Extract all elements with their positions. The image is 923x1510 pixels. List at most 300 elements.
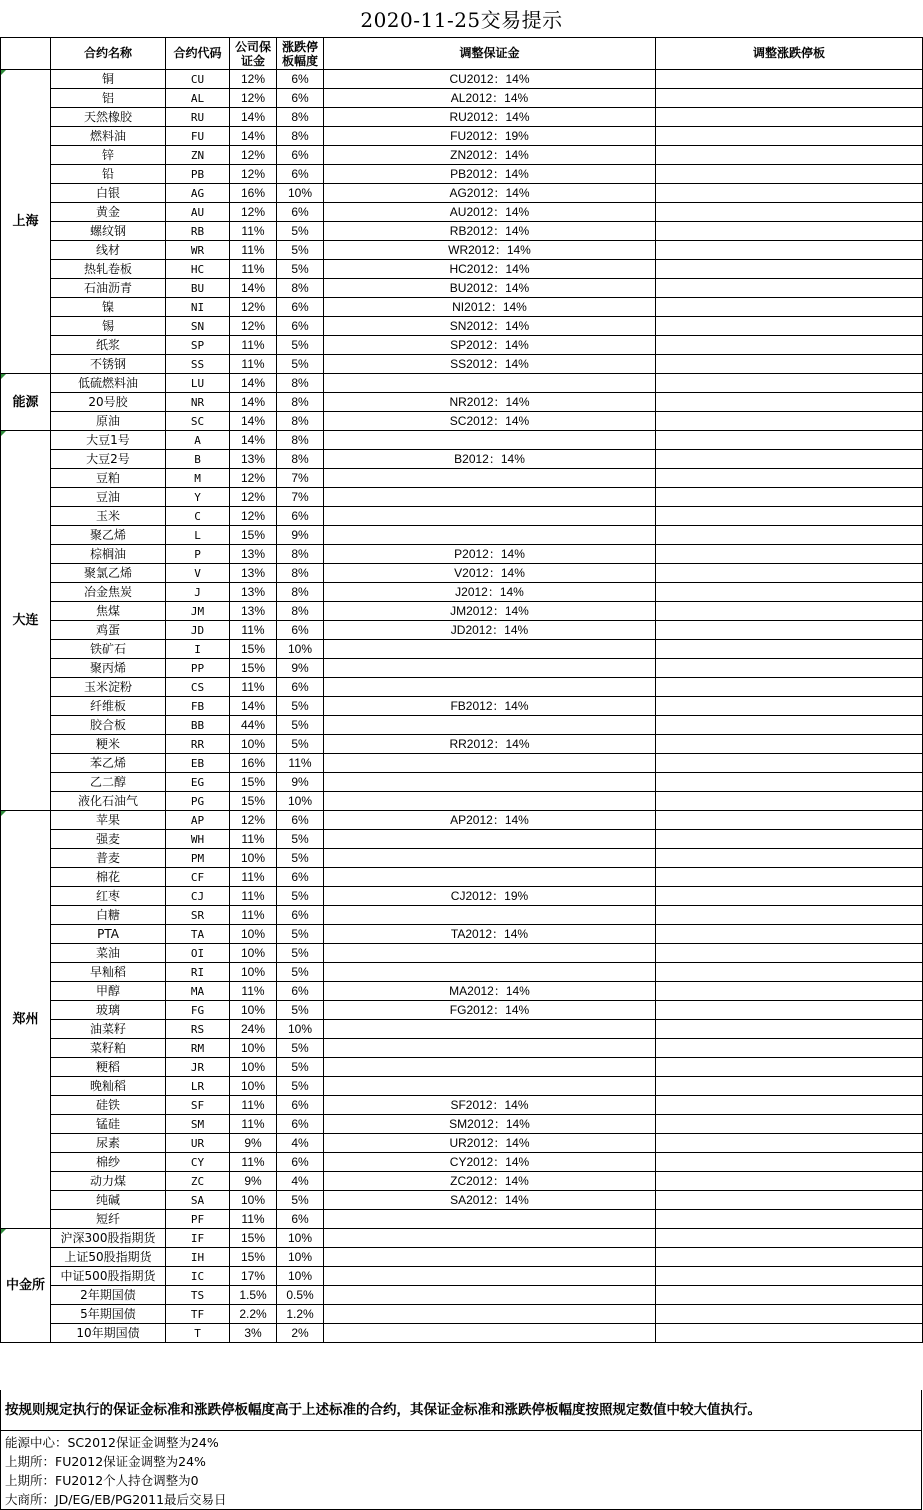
adjusted-margin-cell: JD2012：14% bbox=[324, 621, 656, 640]
adjusted-margin-cell: TA2012：14% bbox=[324, 925, 656, 944]
adjusted-limit-cell bbox=[656, 374, 923, 393]
exchange-cell: 郑州 bbox=[1, 811, 51, 1229]
contract-name-cell: 铅 bbox=[51, 165, 166, 184]
contract-code-cell: JD bbox=[166, 621, 230, 640]
limit-range-cell: 6% bbox=[277, 982, 324, 1001]
contract-code-cell: CF bbox=[166, 868, 230, 887]
contract-code-cell: FB bbox=[166, 697, 230, 716]
limit-range-cell: 10% bbox=[277, 1229, 324, 1248]
adjusted-limit-cell bbox=[656, 792, 923, 811]
table-row bbox=[1, 1172, 923, 1191]
adjusted-margin-cell: B2012：14% bbox=[324, 450, 656, 469]
limit-range-cell: 5% bbox=[277, 355, 324, 374]
contract-code-cell: HC bbox=[166, 260, 230, 279]
contract-code-cell: IF bbox=[166, 1229, 230, 1248]
limit-range-cell: 11% bbox=[277, 754, 324, 773]
contract-code-cell: TS bbox=[166, 1286, 230, 1305]
adjusted-limit-cell bbox=[656, 165, 923, 184]
limit-range-cell: 8% bbox=[277, 393, 324, 412]
adjusted-limit-cell bbox=[656, 1134, 923, 1153]
adjusted-limit-cell bbox=[656, 1324, 923, 1343]
header-adjusted-margin: 调整保证金 bbox=[324, 38, 656, 70]
company-margin-cell: 10% bbox=[230, 849, 277, 868]
contract-name-cell: 白银 bbox=[51, 184, 166, 203]
adjusted-margin-cell bbox=[324, 1248, 656, 1267]
adjusted-limit-cell bbox=[656, 241, 923, 260]
company-margin-cell: 10% bbox=[230, 963, 277, 982]
limit-range-cell: 5% bbox=[277, 925, 324, 944]
contract-name-cell: 短纤 bbox=[51, 1210, 166, 1229]
adjusted-limit-cell bbox=[656, 1286, 923, 1305]
adjusted-margin-cell: HC2012：14% bbox=[324, 260, 656, 279]
limit-range-cell: 9% bbox=[277, 526, 324, 545]
contract-name-cell: 动力煤 bbox=[51, 1172, 166, 1191]
adjusted-limit-cell bbox=[656, 697, 923, 716]
table-row bbox=[1, 754, 923, 773]
company-margin-cell: 12% bbox=[230, 146, 277, 165]
contract-name-cell: 早籼稻 bbox=[51, 963, 166, 982]
limit-range-cell: 10% bbox=[277, 1267, 324, 1286]
rule-note: 按规则规定执行的保证金标准和涨跌停板幅度高于上述标准的合约，其保证金标准和涨跌停板幅度按照规定数值中较大值执行。 bbox=[0, 1390, 922, 1431]
limit-range-cell: 5% bbox=[277, 336, 324, 355]
contract-name-cell: 液化石油气 bbox=[51, 792, 166, 811]
contract-code-cell: M bbox=[166, 469, 230, 488]
note-line: 上期所：FU2012保证金调整为24% bbox=[5, 1454, 206, 1469]
contract-name-cell: 尿素 bbox=[51, 1134, 166, 1153]
contract-code-cell: FG bbox=[166, 1001, 230, 1020]
contract-name-cell: 铝 bbox=[51, 89, 166, 108]
company-margin-cell: 11% bbox=[230, 1153, 277, 1172]
header-adjusted-limit: 调整涨跌停板 bbox=[656, 38, 923, 70]
contract-code-cell: PB bbox=[166, 165, 230, 184]
exchange-cell: 能源 bbox=[1, 374, 51, 431]
adjusted-margin-cell bbox=[324, 526, 656, 545]
table-row bbox=[1, 1153, 923, 1172]
adjusted-margin-cell: SS2012：14% bbox=[324, 355, 656, 374]
limit-range-cell: 8% bbox=[277, 374, 324, 393]
contract-name-cell: PTA bbox=[51, 925, 166, 944]
company-margin-cell: 15% bbox=[230, 1229, 277, 1248]
table-row bbox=[1, 260, 923, 279]
company-margin-cell: 11% bbox=[230, 868, 277, 887]
contract-name-cell: 黄金 bbox=[51, 203, 166, 222]
limit-range-cell: 8% bbox=[277, 279, 324, 298]
contract-code-cell: OI bbox=[166, 944, 230, 963]
table-row bbox=[1, 811, 923, 830]
adjusted-margin-cell: V2012：14% bbox=[324, 564, 656, 583]
company-margin-cell: 24% bbox=[230, 1020, 277, 1039]
adjusted-margin-cell: ZN2012：14% bbox=[324, 146, 656, 165]
contract-name-cell: 硅铁 bbox=[51, 1096, 166, 1115]
limit-range-cell: 1.2% bbox=[277, 1305, 324, 1324]
company-margin-cell: 17% bbox=[230, 1267, 277, 1286]
company-margin-cell: 11% bbox=[230, 260, 277, 279]
adjusted-limit-cell bbox=[656, 412, 923, 431]
company-margin-cell: 10% bbox=[230, 925, 277, 944]
contract-code-cell: SA bbox=[166, 1191, 230, 1210]
contract-name-cell: 粳米 bbox=[51, 735, 166, 754]
adjusted-limit-cell bbox=[656, 716, 923, 735]
table-row bbox=[1, 716, 923, 735]
contract-name-cell: 中证500股指期货 bbox=[51, 1267, 166, 1286]
table-row bbox=[1, 355, 923, 374]
company-margin-cell: 15% bbox=[230, 659, 277, 678]
adjusted-limit-cell bbox=[656, 1058, 923, 1077]
limit-range-cell: 5% bbox=[277, 944, 324, 963]
limit-range-cell: 5% bbox=[277, 241, 324, 260]
company-margin-cell: 2.2% bbox=[230, 1305, 277, 1324]
table-row bbox=[1, 431, 923, 450]
company-margin-cell: 13% bbox=[230, 564, 277, 583]
table-row bbox=[1, 545, 923, 564]
company-margin-cell: 11% bbox=[230, 887, 277, 906]
company-margin-cell: 11% bbox=[230, 906, 277, 925]
contract-code-cell: WR bbox=[166, 241, 230, 260]
contract-name-cell: 铁矿石 bbox=[51, 640, 166, 659]
contract-code-cell: CY bbox=[166, 1153, 230, 1172]
header-contract-name: 合约名称 bbox=[51, 38, 166, 70]
contract-name-cell: 玻璃 bbox=[51, 1001, 166, 1020]
adjusted-limit-cell bbox=[656, 963, 923, 982]
adjusted-limit-cell bbox=[656, 1096, 923, 1115]
contract-code-cell: PP bbox=[166, 659, 230, 678]
limit-range-cell: 8% bbox=[277, 545, 324, 564]
adjusted-limit-cell bbox=[656, 1305, 923, 1324]
table-row bbox=[1, 621, 923, 640]
exchange-cell: 上海 bbox=[1, 70, 51, 374]
adjusted-limit-cell bbox=[656, 925, 923, 944]
adjusted-margin-cell bbox=[324, 754, 656, 773]
contract-code-cell: SF bbox=[166, 1096, 230, 1115]
adjusted-margin-cell: CU2012：14% bbox=[324, 70, 656, 89]
adjusted-margin-cell bbox=[324, 1286, 656, 1305]
company-margin-cell: 10% bbox=[230, 1058, 277, 1077]
contract-name-cell: 锰硅 bbox=[51, 1115, 166, 1134]
limit-range-cell: 2% bbox=[277, 1324, 324, 1343]
limit-range-cell: 10% bbox=[277, 792, 324, 811]
contract-code-cell: FU bbox=[166, 127, 230, 146]
table-row bbox=[1, 849, 923, 868]
contract-code-cell: EB bbox=[166, 754, 230, 773]
table-row bbox=[1, 469, 923, 488]
table-row bbox=[1, 374, 923, 393]
adjusted-limit-cell bbox=[656, 1077, 923, 1096]
table-row bbox=[1, 640, 923, 659]
adjusted-margin-cell bbox=[324, 1324, 656, 1343]
note-line: 上期所：FU2012个人持仓调整为0 bbox=[5, 1473, 199, 1488]
company-margin-cell: 14% bbox=[230, 393, 277, 412]
adjusted-limit-cell bbox=[656, 355, 923, 374]
company-margin-cell: 11% bbox=[230, 1096, 277, 1115]
limit-range-cell: 5% bbox=[277, 887, 324, 906]
adjusted-limit-cell bbox=[656, 526, 923, 545]
contract-code-cell: SN bbox=[166, 317, 230, 336]
limit-range-cell: 5% bbox=[277, 830, 324, 849]
contract-code-cell: PG bbox=[166, 792, 230, 811]
company-margin-cell: 11% bbox=[230, 241, 277, 260]
adjusted-limit-cell bbox=[656, 89, 923, 108]
adjusted-limit-cell bbox=[656, 336, 923, 355]
adjusted-margin-cell bbox=[324, 849, 656, 868]
company-margin-cell: 14% bbox=[230, 412, 277, 431]
table-header-row bbox=[1, 38, 923, 70]
table-row bbox=[1, 792, 923, 811]
exchange-cell: 大连 bbox=[1, 431, 51, 811]
contract-code-cell: TF bbox=[166, 1305, 230, 1324]
adjusted-margin-cell bbox=[324, 830, 656, 849]
company-margin-cell: 12% bbox=[230, 488, 277, 507]
company-margin-cell: 12% bbox=[230, 507, 277, 526]
company-margin-cell: 1.5% bbox=[230, 1286, 277, 1305]
adjusted-limit-cell bbox=[656, 260, 923, 279]
contract-code-cell: B bbox=[166, 450, 230, 469]
header-limit-range: 涨跌停板幅度 bbox=[277, 38, 324, 70]
contract-code-cell: RS bbox=[166, 1020, 230, 1039]
contract-code-cell: RI bbox=[166, 963, 230, 982]
contract-name-cell: 螺纹钢 bbox=[51, 222, 166, 241]
contract-name-cell: 天然橡胶 bbox=[51, 108, 166, 127]
adjusted-limit-cell bbox=[656, 1039, 923, 1058]
company-margin-cell: 9% bbox=[230, 1172, 277, 1191]
contract-code-cell: CJ bbox=[166, 887, 230, 906]
company-margin-cell: 12% bbox=[230, 203, 277, 222]
company-margin-cell: 3% bbox=[230, 1324, 277, 1343]
adjusted-margin-cell: PB2012：14% bbox=[324, 165, 656, 184]
adjusted-margin-cell bbox=[324, 944, 656, 963]
table-row bbox=[1, 1286, 923, 1305]
table-row bbox=[1, 602, 923, 621]
company-margin-cell: 11% bbox=[230, 1115, 277, 1134]
limit-range-cell: 6% bbox=[277, 165, 324, 184]
table-row bbox=[1, 70, 923, 89]
limit-range-cell: 6% bbox=[277, 1096, 324, 1115]
adjusted-margin-cell: BU2012：14% bbox=[324, 279, 656, 298]
adjusted-margin-cell bbox=[324, 374, 656, 393]
adjusted-margin-cell: SA2012：14% bbox=[324, 1191, 656, 1210]
adjusted-limit-cell bbox=[656, 108, 923, 127]
company-margin-cell: 12% bbox=[230, 165, 277, 184]
adjusted-limit-cell bbox=[656, 1267, 923, 1286]
contract-code-cell: UR bbox=[166, 1134, 230, 1153]
header-contract-code: 合约代码 bbox=[166, 38, 230, 70]
limit-range-cell: 5% bbox=[277, 716, 324, 735]
table-row bbox=[1, 279, 923, 298]
contract-code-cell: CS bbox=[166, 678, 230, 697]
table-row bbox=[1, 830, 923, 849]
adjusted-margin-cell bbox=[324, 507, 656, 526]
contract-name-cell: 线材 bbox=[51, 241, 166, 260]
adjusted-margin-cell: AL2012：14% bbox=[324, 89, 656, 108]
contract-name-cell: 红枣 bbox=[51, 887, 166, 906]
adjusted-limit-cell bbox=[656, 811, 923, 830]
adjusted-margin-cell: AU2012：14% bbox=[324, 203, 656, 222]
adjusted-limit-cell bbox=[656, 146, 923, 165]
limit-range-cell: 9% bbox=[277, 773, 324, 792]
adjusted-limit-cell bbox=[656, 1229, 923, 1248]
adjusted-limit-cell bbox=[656, 602, 923, 621]
contract-name-cell: 不锈钢 bbox=[51, 355, 166, 374]
contract-name-cell: 热轧卷板 bbox=[51, 260, 166, 279]
limit-range-cell: 10% bbox=[277, 1020, 324, 1039]
contract-name-cell: 鸡蛋 bbox=[51, 621, 166, 640]
adjusted-margin-cell bbox=[324, 906, 656, 925]
contract-code-cell: SS bbox=[166, 355, 230, 374]
table-row bbox=[1, 944, 923, 963]
table-row bbox=[1, 165, 923, 184]
contract-code-cell: CU bbox=[166, 70, 230, 89]
limit-range-cell: 8% bbox=[277, 412, 324, 431]
table-row bbox=[1, 906, 923, 925]
company-margin-cell: 14% bbox=[230, 127, 277, 146]
limit-range-cell: 5% bbox=[277, 1191, 324, 1210]
adjusted-margin-cell: RR2012：14% bbox=[324, 735, 656, 754]
page-title: 2020-11-25交易提示 bbox=[360, 8, 563, 32]
note-line: 大商所：JD/EG/EB/PG2011最后交易日 bbox=[5, 1492, 227, 1507]
contract-code-cell: TA bbox=[166, 925, 230, 944]
contract-code-cell: L bbox=[166, 526, 230, 545]
limit-range-cell: 8% bbox=[277, 564, 324, 583]
adjusted-margin-cell bbox=[324, 1020, 656, 1039]
contract-code-cell: SC bbox=[166, 412, 230, 431]
adjusted-limit-cell bbox=[656, 868, 923, 887]
limit-range-cell: 8% bbox=[277, 450, 324, 469]
table-row bbox=[1, 1267, 923, 1286]
contract-code-cell: WH bbox=[166, 830, 230, 849]
company-margin-cell: 14% bbox=[230, 431, 277, 450]
adjusted-limit-cell bbox=[656, 545, 923, 564]
contract-name-cell: 玉米 bbox=[51, 507, 166, 526]
contract-code-cell: ZC bbox=[166, 1172, 230, 1191]
adjusted-limit-cell bbox=[656, 754, 923, 773]
contract-name-cell: 聚丙烯 bbox=[51, 659, 166, 678]
adjusted-limit-cell bbox=[656, 678, 923, 697]
table-row bbox=[1, 507, 923, 526]
contract-name-cell: 棉纱 bbox=[51, 1153, 166, 1172]
limit-range-cell: 7% bbox=[277, 488, 324, 507]
company-margin-cell: 11% bbox=[230, 336, 277, 355]
limit-range-cell: 5% bbox=[277, 963, 324, 982]
trading-notice-table bbox=[0, 37, 923, 1343]
limit-range-cell: 8% bbox=[277, 583, 324, 602]
table-row bbox=[1, 393, 923, 412]
contract-code-cell: JR bbox=[166, 1058, 230, 1077]
adjusted-margin-cell: NI2012：14% bbox=[324, 298, 656, 317]
table-row bbox=[1, 222, 923, 241]
contract-code-cell: IC bbox=[166, 1267, 230, 1286]
contract-code-cell: NR bbox=[166, 393, 230, 412]
adjusted-margin-cell bbox=[324, 792, 656, 811]
adjusted-margin-cell: SN2012：14% bbox=[324, 317, 656, 336]
adjusted-margin-cell bbox=[324, 678, 656, 697]
adjusted-margin-cell: NR2012：14% bbox=[324, 393, 656, 412]
company-margin-cell: 14% bbox=[230, 108, 277, 127]
adjusted-margin-cell: WR2012：14% bbox=[324, 241, 656, 260]
limit-range-cell: 5% bbox=[277, 697, 324, 716]
company-margin-cell: 11% bbox=[230, 982, 277, 1001]
company-margin-cell: 9% bbox=[230, 1134, 277, 1153]
adjusted-margin-cell bbox=[324, 659, 656, 678]
limit-range-cell: 8% bbox=[277, 431, 324, 450]
adjusted-margin-cell: RU2012：14% bbox=[324, 108, 656, 127]
table-row bbox=[1, 697, 923, 716]
table-row bbox=[1, 1324, 923, 1343]
contract-code-cell: PM bbox=[166, 849, 230, 868]
company-margin-cell: 16% bbox=[230, 184, 277, 203]
table-row bbox=[1, 146, 923, 165]
company-margin-cell: 11% bbox=[230, 1210, 277, 1229]
limit-range-cell: 5% bbox=[277, 1077, 324, 1096]
contract-code-cell: AG bbox=[166, 184, 230, 203]
limit-range-cell: 5% bbox=[277, 849, 324, 868]
table-row bbox=[1, 963, 923, 982]
table-body bbox=[1, 70, 923, 1343]
contract-name-cell: 燃料油 bbox=[51, 127, 166, 146]
limit-range-cell: 6% bbox=[277, 298, 324, 317]
adjusted-limit-cell bbox=[656, 507, 923, 526]
table-row bbox=[1, 1191, 923, 1210]
limit-range-cell: 6% bbox=[277, 89, 324, 108]
company-margin-cell: 15% bbox=[230, 792, 277, 811]
adjusted-limit-cell bbox=[656, 982, 923, 1001]
company-margin-cell: 16% bbox=[230, 754, 277, 773]
contract-code-cell: LU bbox=[166, 374, 230, 393]
contract-code-cell: ZN bbox=[166, 146, 230, 165]
adjusted-limit-cell bbox=[656, 1115, 923, 1134]
table-row bbox=[1, 450, 923, 469]
contract-code-cell: LR bbox=[166, 1077, 230, 1096]
contract-name-cell: 纸浆 bbox=[51, 336, 166, 355]
limit-range-cell: 6% bbox=[277, 621, 324, 640]
table-row bbox=[1, 887, 923, 906]
company-margin-cell: 10% bbox=[230, 944, 277, 963]
limit-range-cell: 5% bbox=[277, 222, 324, 241]
contract-code-cell: Y bbox=[166, 488, 230, 507]
contract-code-cell: PF bbox=[166, 1210, 230, 1229]
company-margin-cell: 15% bbox=[230, 526, 277, 545]
contract-code-cell: RR bbox=[166, 735, 230, 754]
company-margin-cell: 14% bbox=[230, 374, 277, 393]
company-margin-cell: 13% bbox=[230, 545, 277, 564]
company-margin-cell: 12% bbox=[230, 317, 277, 336]
adjusted-limit-cell bbox=[656, 564, 923, 583]
contract-name-cell: 2年期国债 bbox=[51, 1286, 166, 1305]
notes-section bbox=[0, 1431, 922, 1510]
adjusted-margin-cell bbox=[324, 868, 656, 887]
adjusted-margin-cell bbox=[324, 469, 656, 488]
adjusted-limit-cell bbox=[656, 640, 923, 659]
adjusted-margin-cell: SM2012：14% bbox=[324, 1115, 656, 1134]
adjusted-margin-cell: CJ2012：19% bbox=[324, 887, 656, 906]
adjusted-limit-cell bbox=[656, 184, 923, 203]
company-margin-cell: 12% bbox=[230, 811, 277, 830]
contract-code-cell: IH bbox=[166, 1248, 230, 1267]
company-margin-cell: 11% bbox=[230, 621, 277, 640]
limit-range-cell: 9% bbox=[277, 659, 324, 678]
adjusted-limit-cell bbox=[656, 222, 923, 241]
contract-name-cell: 大豆1号 bbox=[51, 431, 166, 450]
limit-range-cell: 8% bbox=[277, 127, 324, 146]
company-margin-cell: 10% bbox=[230, 1191, 277, 1210]
contract-name-cell: 棉花 bbox=[51, 868, 166, 887]
contract-code-cell: BB bbox=[166, 716, 230, 735]
adjusted-margin-cell bbox=[324, 431, 656, 450]
table-row bbox=[1, 1134, 923, 1153]
limit-range-cell: 6% bbox=[277, 1210, 324, 1229]
adjusted-margin-cell: JM2012：14% bbox=[324, 602, 656, 621]
limit-range-cell: 6% bbox=[277, 868, 324, 887]
company-margin-cell: 10% bbox=[230, 735, 277, 754]
table-row bbox=[1, 1305, 923, 1324]
